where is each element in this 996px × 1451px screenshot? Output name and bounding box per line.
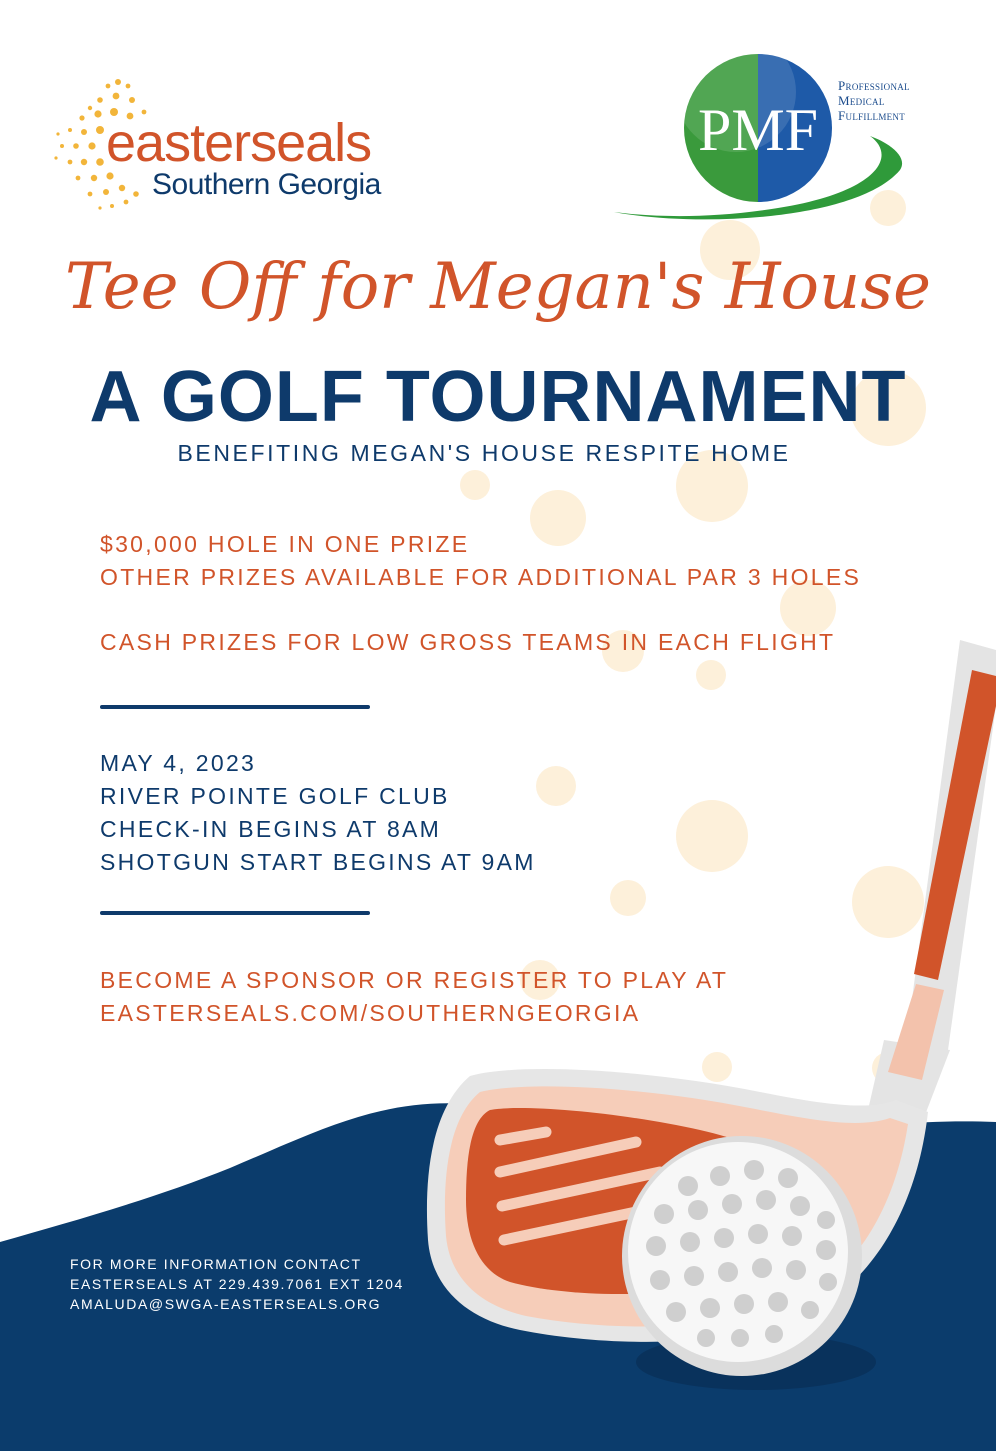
pmf-mark: PMF [697,97,819,163]
pmf-tagline [838,78,910,123]
subtitle: BENEFITING MEGAN'S HOUSE RESPITE HOME [177,440,791,466]
pmf-tagline-line2: Medical [838,93,885,108]
contact-email: AMALUDA@SWGA-EASTERSEALS.ORG [70,1296,382,1312]
prize-line-3: CASH PRIZES FOR LOW GROSS TEAMS IN EACH FLIGHT [100,629,836,655]
pmf-tagline-line1: Professional [838,78,910,93]
prize-line-2: OTHER PRIZES AVAILABLE FOR ADDITIONAL PAR 3 HOLES [100,564,862,590]
easterseals-region: Southern Georgia [152,168,381,201]
script-title: Tee Off for Megan's House [65,250,931,324]
contact-line-1: FOR MORE INFORMATION CONTACT [70,1256,362,1272]
event-start: SHOTGUN START BEGINS AT 9AM [100,849,536,875]
contact-line-2: EASTERSEALS AT 229.439.7061 EXT 1204 [70,1276,404,1292]
easterseals-wordmark: easterseals [106,113,372,173]
event-date: MAY 4, 2023 [100,750,257,776]
cta-line-1: BECOME A SPONSOR OR REGISTER TO PLAY AT [100,967,729,993]
golf-club-and-ball [0,620,996,1451]
cta-line-2: EASTERSEALS.COM/SOUTHERNGEORGIA [100,1000,641,1026]
event-checkin: CHECK-IN BEGINS AT 8AM [100,816,442,842]
event-venue: RIVER POINTE GOLF CLUB [100,783,450,809]
background-bubble [530,490,586,546]
prize-line-1: $30,000 HOLE IN ONE PRIZE [100,531,470,557]
main-title: A GOLF TOURNAMENT [89,357,907,437]
background-bubble [460,470,490,500]
pmf-tagline-line3: Fulfillment [838,108,906,123]
